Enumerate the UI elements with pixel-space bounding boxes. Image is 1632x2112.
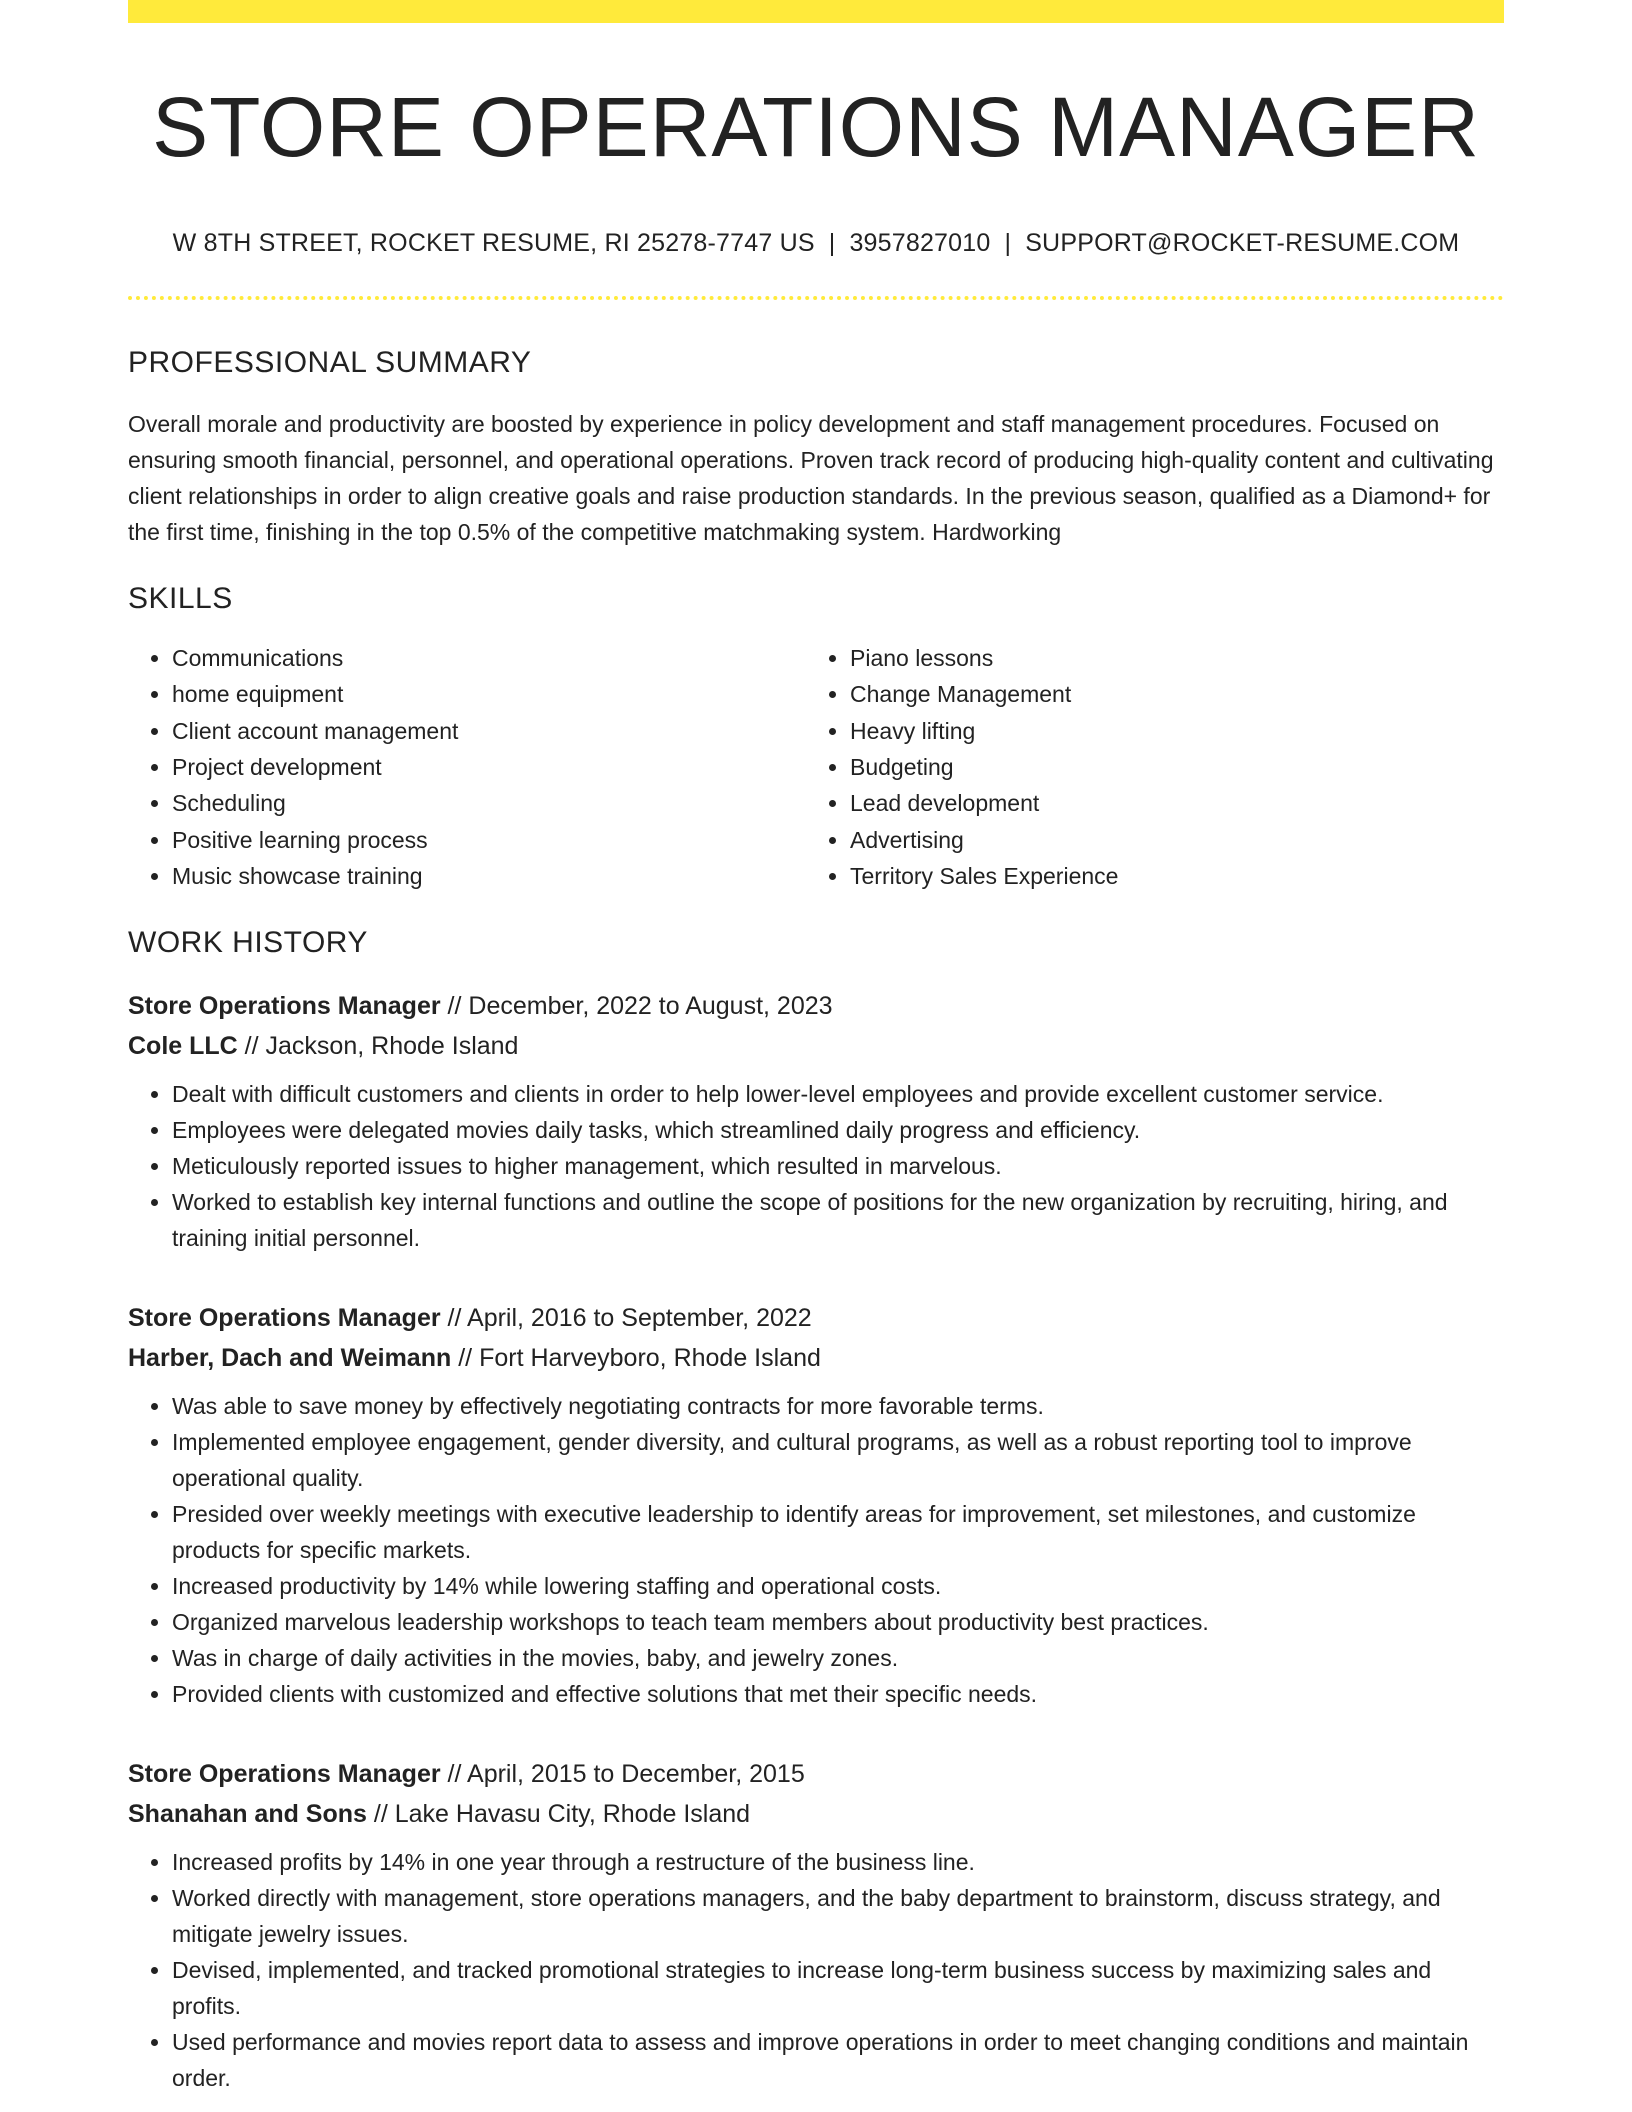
job-title-line: [128, 1298, 1504, 1338]
skill-item: • Communications: [172, 640, 806, 676]
job-bullets: [128, 1844, 1504, 2096]
job-entry: [128, 1298, 1504, 1712]
skills-column-left: [128, 640, 806, 894]
summary-heading: PROFESSIONAL SUMMARY: [128, 346, 532, 380]
job-bullets: [128, 1076, 1504, 1256]
skills-list-right: [806, 640, 1484, 894]
skill-item: • Client account management: [172, 713, 806, 749]
job-list: [128, 986, 1504, 2096]
work-history-heading: WORK HISTORY: [128, 926, 368, 960]
job-divider: //: [244, 1032, 259, 1061]
job-divider: //: [447, 1304, 462, 1333]
job-bullet: • Increased productivity by 14% while lowering staffing and operational costs.: [172, 1568, 1504, 1604]
job-location: Fort Harveyboro, Rhode Island: [479, 1344, 821, 1373]
skills-heading: SKILLS: [128, 582, 233, 616]
job-entry: [128, 1754, 1504, 2096]
job-bullet: • Dealt with difficult customers and clients in order to help lower-level employees and provide excellent customer service.: [172, 1076, 1504, 1112]
skill-item: • Advertising: [850, 822, 1484, 858]
skills-column-right: [806, 640, 1484, 894]
job-dates: April, 2015 to December, 2015: [467, 1760, 805, 1789]
job-entry: [128, 986, 1504, 1256]
job-bullet: • Devised, implemented, and tracked promotional strategies to increase long-term business success by maximizing sales and profits.: [172, 1952, 1504, 2024]
skill-item: • Positive learning process: [172, 822, 806, 858]
skill-item: • Budgeting: [850, 749, 1484, 785]
work-history-section: [128, 926, 1504, 2096]
contact-separator: |: [828, 229, 836, 258]
job-bullet: • Provided clients with customized and effective solutions that met their specific needs.: [172, 1676, 1504, 1712]
summary-section: [128, 346, 1504, 550]
job-title-line: [128, 1754, 1504, 1794]
skill-item: • home equipment: [172, 676, 806, 712]
accent-top-bar: [128, 0, 1504, 23]
skill-item: • Piano lessons: [850, 640, 1484, 676]
job-company-line: [128, 1794, 1504, 1834]
job-title: Store Operations Manager: [128, 1760, 441, 1789]
skill-item: • Change Management: [850, 676, 1484, 712]
skill-item: • Music showcase training: [172, 858, 806, 894]
job-bullet: • Worked to establish key internal functions and outline the scope of positions for the new organization by recruiting, hiring, and training initial personnel.: [172, 1184, 1504, 1256]
job-title: Store Operations Manager: [128, 1304, 441, 1333]
contact-address: W 8TH STREET, ROCKET RESUME, RI 25278-7747 US: [172, 229, 815, 258]
contact-email: SUPPORT@ROCKET-RESUME.COM: [1025, 229, 1460, 258]
job-bullet: • Increased profits by 14% in one year through a restructure of the business line.: [172, 1844, 1504, 1880]
resume-title: STORE OPERATIONS MANAGER: [152, 80, 1480, 174]
contact-separator: |: [1004, 229, 1012, 258]
skills-list-left: [128, 640, 806, 894]
skill-item: • Territory Sales Experience: [850, 858, 1484, 894]
job-location: Jackson, Rhode Island: [265, 1032, 519, 1061]
skill-item: • Heavy lifting: [850, 713, 1484, 749]
skill-item: • Lead development: [850, 785, 1484, 821]
job-divider: //: [447, 1760, 462, 1789]
job-divider: //: [458, 1344, 473, 1373]
skills-section: [128, 582, 1504, 894]
job-bullet: • Used performance and movies report data to assess and improve operations in order to meet changing conditions and maintain order.: [172, 2024, 1504, 2096]
job-company: Cole LLC: [128, 1032, 238, 1061]
job-bullet: • Was able to save money by effectively negotiating contracts for more favorable terms.: [172, 1388, 1504, 1424]
job-company-line: [128, 1026, 1504, 1066]
skill-item: • Project development: [172, 749, 806, 785]
job-divider: //: [373, 1800, 388, 1829]
job-bullet: • Presided over weekly meetings with executive leadership to identify areas for improvement, set milestones, and customize products for specific markets.: [172, 1496, 1504, 1568]
job-divider: //: [447, 992, 462, 1021]
summary-text: Overall morale and productivity are boosted by experience in policy development and staff management procedures. Focused on ensuring smooth financial, personnel, and operational operations. Proven track record of producing high-quality content and cultivating client relationships in order to align creative goals and raise production standards. In the previous season, qualified as a Diamond+ for the first time, finishing in the top 0.5% of the competitive matchmaking system. Hardworking: [128, 411, 1494, 546]
job-dates: December, 2022 to August, 2023: [468, 992, 833, 1021]
skill-item: • Scheduling: [172, 785, 806, 821]
job-company: Shanahan and Sons: [128, 1800, 367, 1829]
job-bullets: [128, 1388, 1504, 1712]
resume-page: [128, 0, 1504, 2096]
skills-columns: [128, 640, 1504, 894]
job-bullet: • Meticulously reported issues to higher management, which resulted in marvelous.: [172, 1148, 1504, 1184]
contact-line: [128, 229, 1504, 258]
job-bullet: • Was in charge of daily activities in the movies, baby, and jewelry zones.: [172, 1640, 1504, 1676]
job-bullet: • Implemented employee engagement, gender diversity, and cultural programs, as well as a robust reporting tool to improve operational quality.: [172, 1424, 1504, 1496]
job-bullet: • Employees were delegated movies daily tasks, which streamlined daily progress and efficiency.: [172, 1112, 1504, 1148]
job-title: Store Operations Manager: [128, 992, 441, 1021]
job-bullet: • Worked directly with management, store operations managers, and the baby department to brainstorm, discuss strategy, and mitigate jewelry issues.: [172, 1880, 1504, 1952]
contact-phone: 3957827010: [849, 229, 991, 258]
dotted-divider: [128, 296, 1504, 300]
job-title-line: [128, 986, 1504, 1026]
job-location: Lake Havasu City, Rhode Island: [394, 1800, 751, 1829]
job-dates: April, 2016 to September, 2022: [467, 1304, 812, 1333]
job-bullet: • Organized marvelous leadership workshops to teach team members about productivity best practices.: [172, 1604, 1504, 1640]
job-company: Harber, Dach and Weimann: [128, 1344, 452, 1373]
job-company-line: [128, 1338, 1504, 1378]
